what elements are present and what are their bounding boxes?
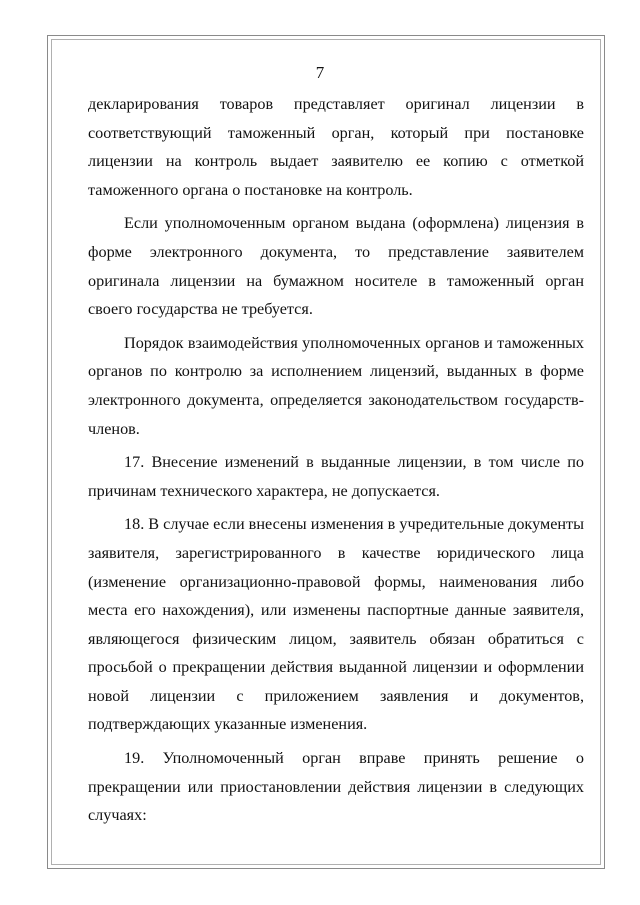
paragraph-item-19: 19. Уполномоченный орган вправе принять решение о прекращении или приостановлении действия лицензии в следующих случаях: (88, 749, 584, 825)
paragraph-interaction-order: Порядок взаимодействия уполномоченных органов и таможенных органов по контролю за исполнением лицензий, выданных в форме электронного документа, определяется законодательством государств-членов. (88, 333, 584, 438)
paragraph-item-17: 17. Внесение изменений в выданные лицензии, в том числе по причинам технического характера, не допускается. (88, 453, 584, 500)
paragraph-item-18: 18. В случае если внесены изменения в учредительные документы заявителя, зарегистрированного в качестве юридического лица (изменение организационно-правовой формы, наименования либо места его нахождения), или изменены паспортные данные заявителя, являющегося физическим лицом, заявитель обязан обратиться с просьбой о прекращении действия выданной лицензии и оформлении новой лицензии с приложением заявления и документов, подтверждающих указанные изменения. (88, 515, 584, 734)
page-number: 7 (315, 63, 325, 82)
document-body (88, 90, 584, 835)
paragraph-electronic-license: Если уполномоченным органом выдана (оформлена) лицензия в форме электронного документа, то представление заявителем оригинала лицензии на бумажном носителе в таможенный орган своего государства не требуется. (88, 214, 584, 319)
paragraph-continuation: декларирования товаров представляет оригинал лицензии в соответствующий таможенный орган, который при постановке лицензии на контроль выдает заявителю ее копию с отметкой таможенного органа о постановке на контроль. (88, 95, 584, 199)
